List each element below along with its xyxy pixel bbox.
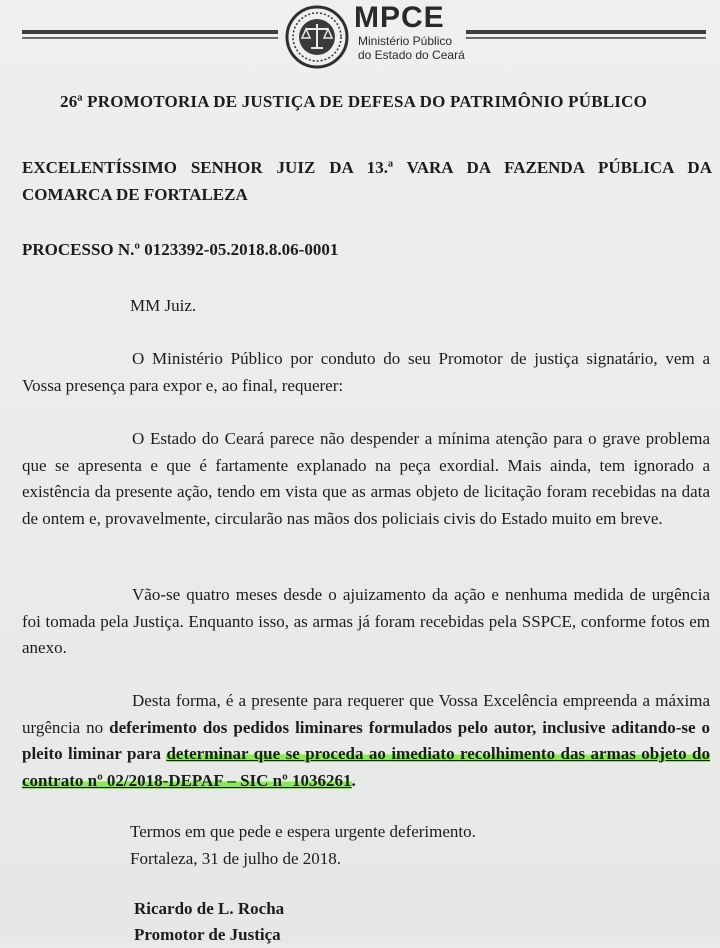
office-heading: 26ª PROMOTORIA DE JUSTIÇA DE DEFESA DO PATRIMÔNIO PÚBLICO bbox=[60, 92, 648, 111]
signer-title: Promotor de Justiça bbox=[134, 925, 281, 944]
paragraph-request-bold: deferimento dos pedidos liminares formulados pelo autor, inclusive aditando-se o pleito liminar para bbox=[22, 717, 710, 763]
paragraph-delay bbox=[22, 582, 710, 662]
brand-name: MPCE bbox=[354, 1, 445, 34]
brand-subtitle-line2: do Estado do Ceará bbox=[358, 48, 465, 62]
letterhead-rule-right bbox=[466, 30, 706, 34]
paragraph-intro-text: O Ministério Público por conduto do seu Promotor de justiça signatário, vem a Vossa presença para expor e, ao final, requerer: bbox=[22, 349, 710, 395]
brand-subtitle-line1: Ministério Público bbox=[358, 34, 453, 48]
letterhead-brand bbox=[354, 2, 465, 62]
paragraph-request-end: . bbox=[351, 770, 356, 790]
closing-date: Fortaleza, 31 de julho de 2018. bbox=[130, 849, 342, 868]
letterhead-rule-left bbox=[22, 30, 278, 34]
closing-block bbox=[130, 818, 476, 872]
addressee: EXCELENTÍSSIMO SENHOR JUIZ DA 13.ª VARA DA FAZENDA PÚBLICA DA COMARCA DE FORTALEZA bbox=[22, 158, 712, 204]
closing-line-1: Termos em que pede e espera urgente deferimento. bbox=[130, 822, 476, 841]
paragraph-delay-text: Vão-se quatro meses desde o ajuizamento da ação e nenhuma medida de urgência foi tomada pela Justiça. Enquanto isso, as armas já foram recebidas pela SSPCE, conforme fotos em anexo. bbox=[22, 585, 710, 657]
paragraph-request bbox=[22, 688, 710, 794]
signature-block bbox=[134, 896, 284, 948]
scales-of-justice-seal-icon bbox=[284, 4, 350, 70]
highlighted-request: determinar que se proceda ao imediato recolhimento das armas objeto do contrato nº 02/2018-DEPAF – SIC nº 1036261 bbox=[22, 744, 710, 790]
paragraph-intro bbox=[22, 346, 710, 399]
paragraph-state-text: O Estado do Ceará parece não despender a mínima atenção para o grave problema que se apresenta e que é fartamente explanado na peça exordial. Mais ainda, tem ignorado a existência da presente ação, tendo em vista que as armas objeto de licitação foram recebidas na data de ontem e, provavelmente, circularão nas mãos dos policiais civis do Estado muito em breve. bbox=[22, 429, 710, 528]
process-number: PROCESSO N.º 0123392-05.2018.8.06-0001 bbox=[22, 240, 339, 259]
signer-name: Ricardo de L. Rocha bbox=[134, 899, 285, 918]
salutation: MM Juiz. bbox=[130, 296, 197, 315]
paragraph-request-text-a: Desta forma, é a presente para requerer que Vossa Excelência empreenda a máxima urgência no bbox=[22, 691, 710, 737]
paragraph-state bbox=[22, 426, 710, 532]
